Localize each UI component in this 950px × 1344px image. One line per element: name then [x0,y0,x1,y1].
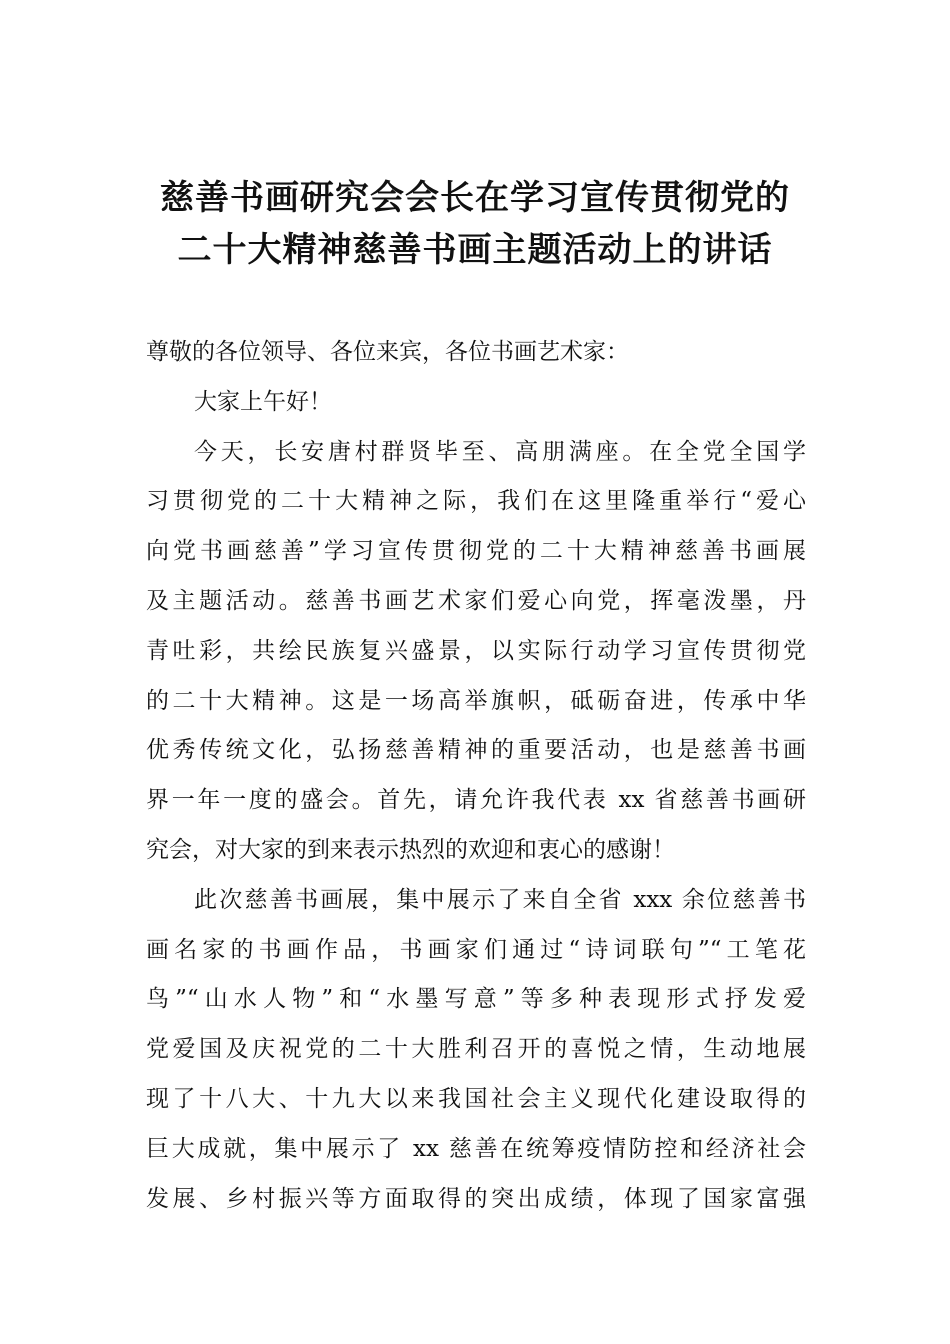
title-line-2: 二十大精神慈善书画主题活动上的讲话 [177,230,773,270]
paragraph-line: 界一年一度的盛会。首先，请允许我代表 xx 省慈善书画研 [146,787,806,814]
document-body [146,328,806,1224]
paragraph-1 [146,428,806,876]
paragraph-line: 此次慈善书画展，集中展示了来自全省 xxx 余位慈善书 [194,886,806,913]
paragraph-line: 发展、乡村振兴等方面取得的突出成绩，体现了国家富强 [146,1185,806,1212]
paragraph-line: 今天，长安唐村群贤毕至、高朋满座。在全党全国学 [194,438,806,465]
paragraph-line: 优秀传统文化，弘扬慈善精神的重要活动，也是慈善书画 [146,737,806,764]
title-line-1: 慈善书画研究会会长在学习宣传贯彻党的 [160,178,790,218]
paragraph-line: 画名家的书画作品，书画家们通过“诗词联句”“工笔花 [146,936,806,963]
greeting: 大家上午好！ [194,388,332,415]
paragraph-line: 向党书画慈善”学习宣传贯彻党的二十大精神慈善书画展 [146,538,806,565]
document-title [100,172,850,276]
paragraph-line: 现了十八大、十九大以来我国社会主义现代化建设取得的 [146,1085,806,1112]
paragraph-line: 鸟”“山水人物”和“水墨写意”等多种表现形式抒发爱 [146,986,806,1013]
paragraph-line: 究会，对大家的到来表示热烈的欢迎和衷心的感谢！ [146,836,675,863]
salutation: 尊敬的各位领导、各位来宾，各位书画艺术家： [146,339,629,365]
paragraph-line: 习贯彻党的二十大精神之际，我们在这里隆重举行“爱心 [146,488,806,515]
paragraph-line: 的二十大精神。这是一场高举旗帜，砥砺奋进，传承中华 [146,687,806,714]
paragraph-2 [146,876,806,1225]
paragraph-line: 及主题活动。慈善书画艺术家们爱心向党，挥毫泼墨，丹 [146,587,806,614]
paragraph-line: 青吐彩，共绘民族复兴盛景，以实际行动学习宣传贯彻党 [146,637,806,664]
paragraph-line: 党爱国及庆祝党的二十大胜利召开的喜悦之情，生动地展 [146,1036,806,1063]
paragraph-line: 巨大成就，集中展示了 xx 慈善在统筹疫情防控和经济社会 [146,1135,806,1162]
